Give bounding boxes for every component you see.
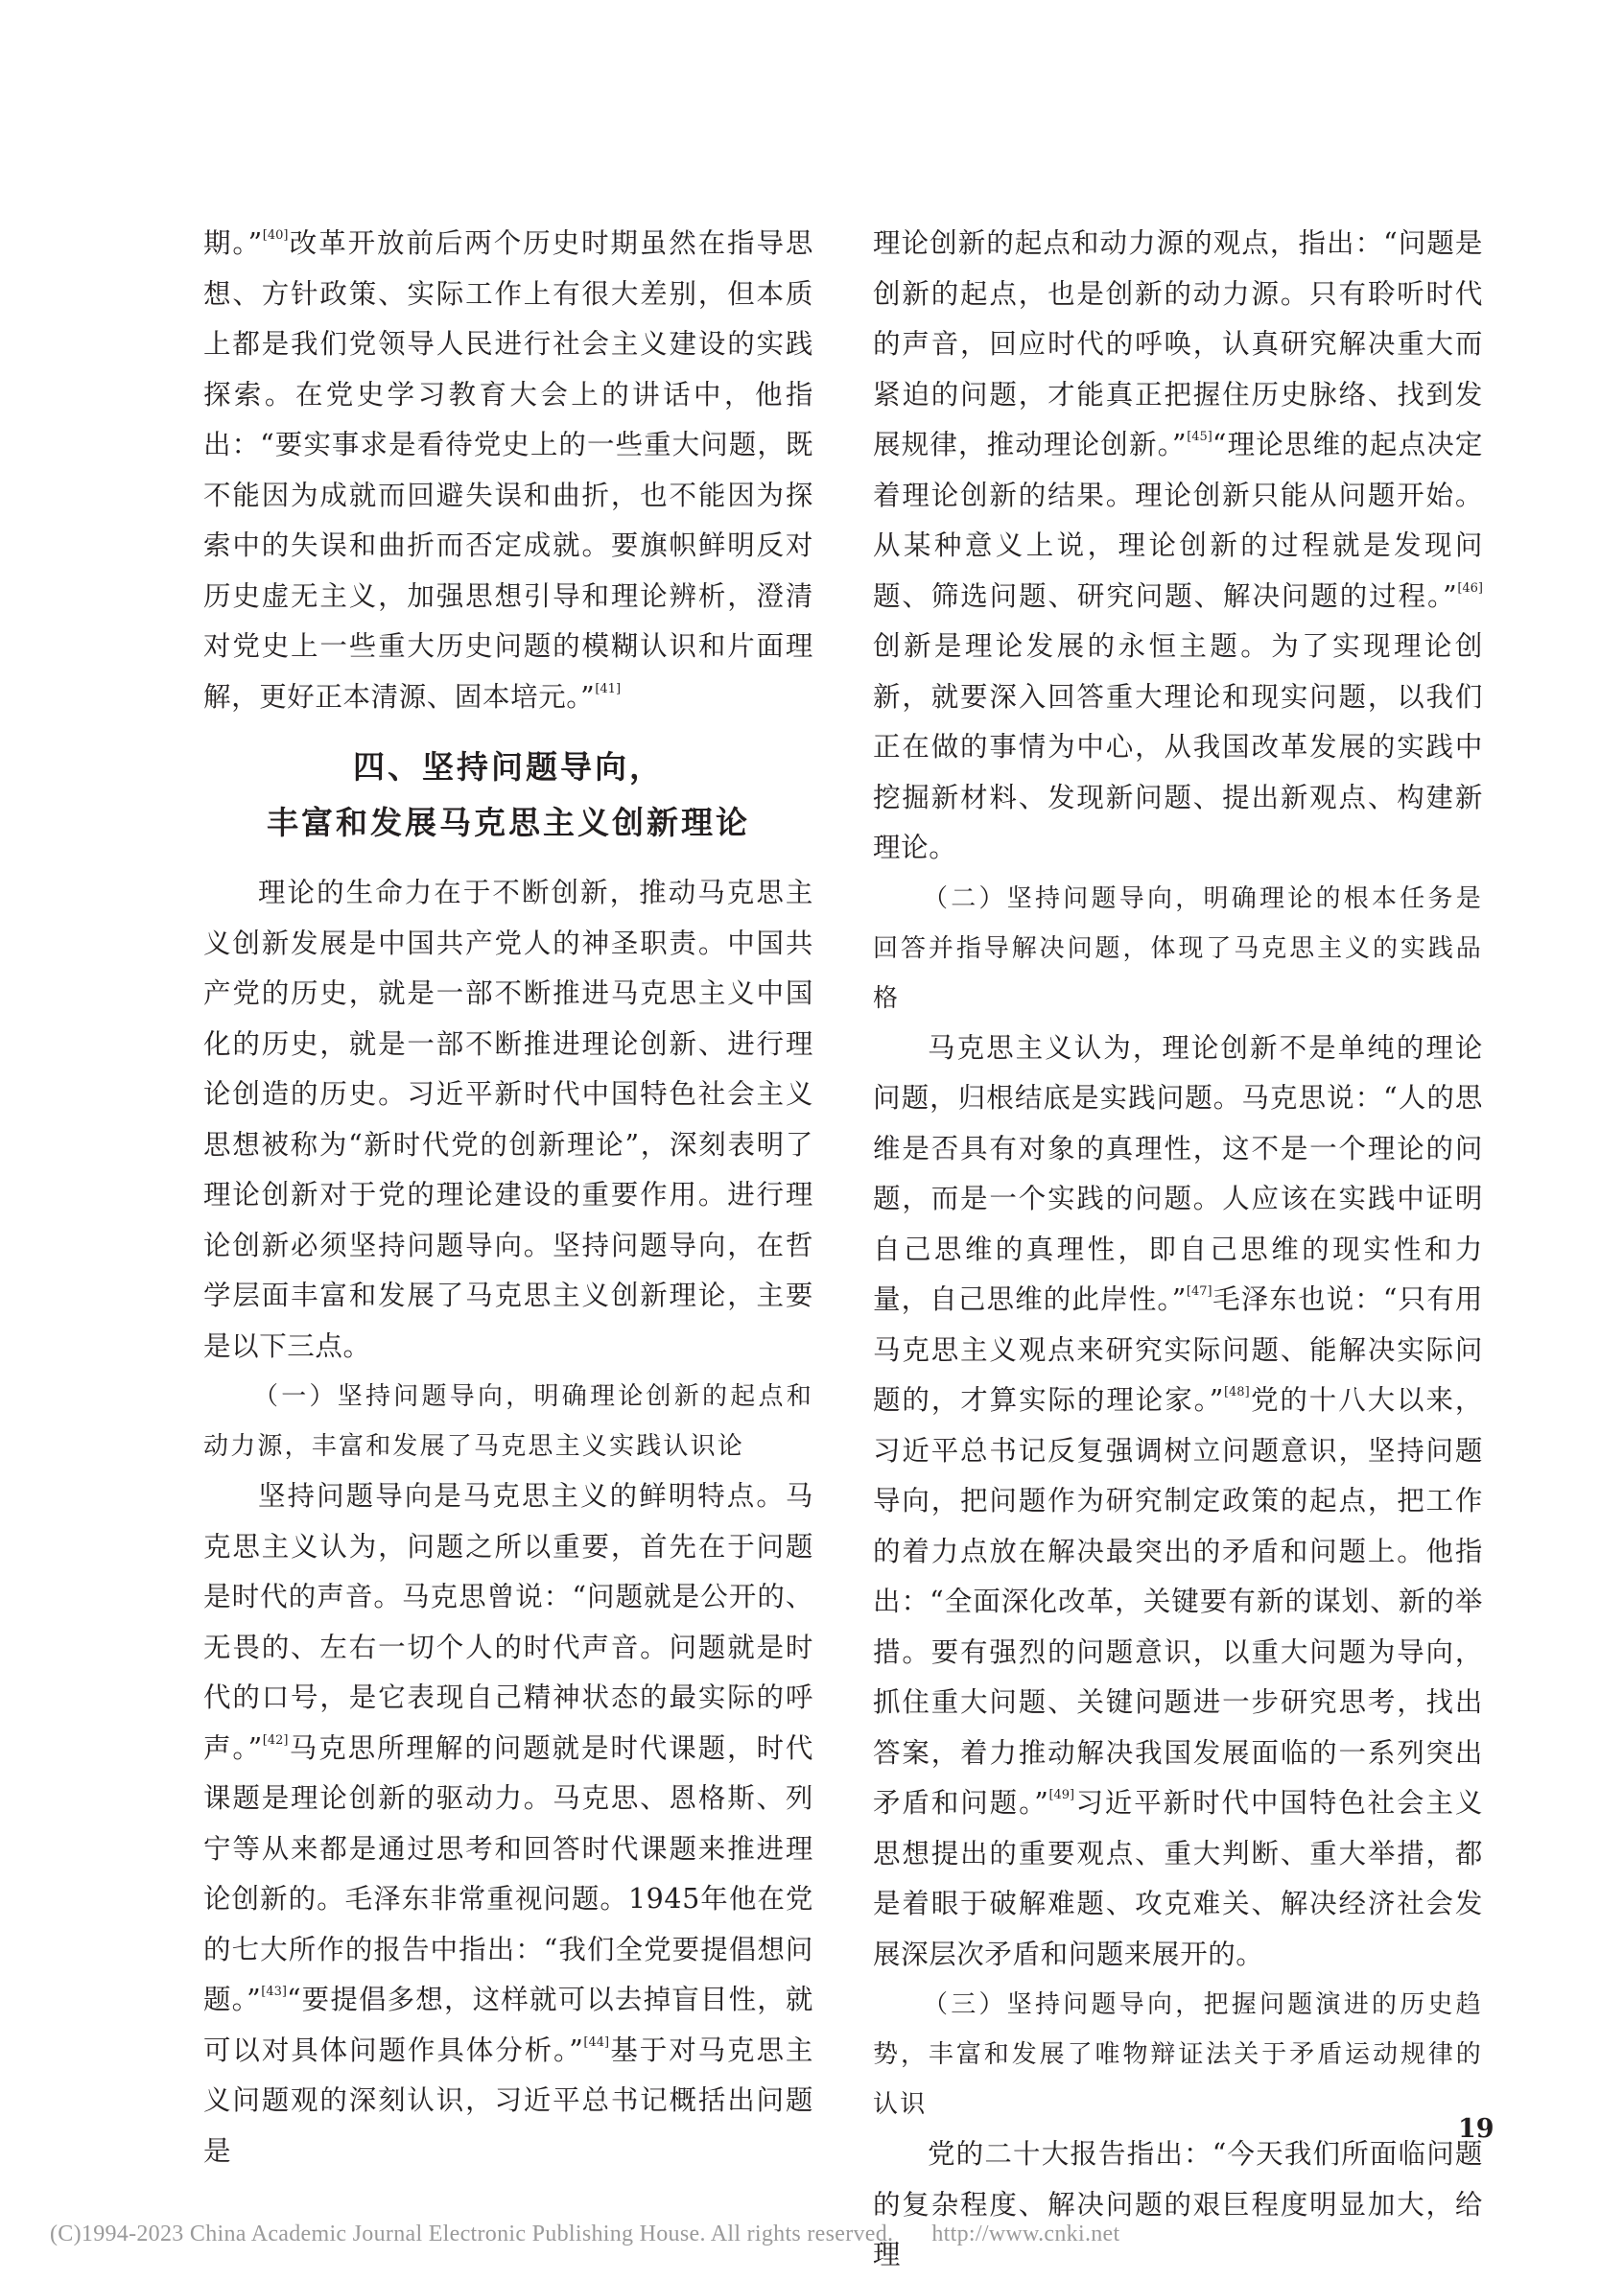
paragraph <box>873 219 1483 874</box>
subsection-heading: （一）坚持问题导向，明确理论创新的起点和动力源，丰富和发展了马克思主义实践认识论 <box>203 1382 813 1461</box>
copyright-footer <box>50 2222 1119 2247</box>
section-heading-line: 四、坚持问题导向， <box>353 748 664 786</box>
citation-ref: [48] <box>1223 1385 1250 1399</box>
paragraph <box>203 219 813 722</box>
page-number: 19 <box>1458 2114 1495 2144</box>
section-heading <box>203 740 813 851</box>
citation-ref: [49] <box>1048 1788 1075 1802</box>
text-run: 期。” <box>203 227 263 259</box>
citation-ref: [42] <box>262 1732 289 1748</box>
text-run: 改革开放前后两个历史时期虽然在指导思想、方针政策、实际工作上有很大差别，但本质上都是我们党领导人民进行社会主义建设的实践探索。在党史学习教育大会上的讲话中，他指出：“要实事求是看待党史上的一些重大问题，既不能因为成就而回避失误和曲折，也不能因为探索中的失误和曲折而否定成就。要旗帜鲜明反对历史虚无主义，加强思想引导和理论辨析，澄清对党史上一些重大历史问题的模糊认识和片面理解，更好正本清源、固本培元。” <box>203 227 813 713</box>
subsection-heading: （二）坚持问题导向，明确理论的根本任务是回答并指导解决问题，体现了马克思主义的实践品格 <box>873 883 1483 1013</box>
citation-ref: [47] <box>1186 1284 1212 1299</box>
citation-ref: [45] <box>1187 430 1212 444</box>
paragraph: 党的二十大报告指出：“今天我们所面临问题的复杂程度、解决问题的艰巨程度明显加大，给理 <box>873 2138 1483 2270</box>
citation-ref: [46] <box>1457 580 1483 596</box>
text-run: 党的十八大以来，习近平总书记反复强调树立问题意识，坚持问题导向，把问题作为研究制定政策的起点，把工作的着力点放在解决最突出的矛盾和问题上。他指出：“全面深化改革，关键要有新的谋划、新的举措。要有强烈的问题意识，以重大问题为导向，抓住重大问题、关键问题进一步研究思考，找出答案，着力推动解决我国发展面临的一系列突出矛盾和问题。” <box>873 1384 1483 1819</box>
copyright-text: (C)1994-2023 China Academic Journal Electronic Publishing House. All rights reserved. <box>50 2222 894 2246</box>
citation-ref: [40] <box>262 228 289 243</box>
paragraph <box>203 1471 813 2176</box>
text-run: 创新是理论发展的永恒主题。为了实现理论创新，就要深入回答重大理论和现实问题，以我们正在做的事情为中心，从我国改革发展的实践中挖掘新材料、发现新问题、提出新观点、构建新理论。 <box>873 630 1483 863</box>
text-run: “理论思维的起点决定着理论创新的结果。理论创新只能从问题开始。从某种意义上说，理论创新的过程就是发现问题、筛选问题、研究问题、解决问题的过程。” <box>873 429 1483 612</box>
right-column <box>873 219 1483 2281</box>
paragraph <box>873 1023 1483 1981</box>
text-run: 理论创新的起点和动力源的观点，指出：“问题是创新的起点，也是创新的动力源。只有聆听时代的声音，回应时代的呼唤，认真研究解决重大而紧迫的问题，才能真正把握住历史脉络、找到发展规律，推动理论创新。” <box>873 227 1483 460</box>
text-run: 马克思主义认为，理论创新不是单纯的理论问题，归根结底是实践问题。马克思说：“人的思维是否具有对象的真理性，这不是一个理论的问题，而是一个实践的问题。人应该在实践中证明自己思维的真理性，即自己思维的现实性和力量，自己思维的此岸性。” <box>873 1031 1483 1315</box>
citation-ref: [43] <box>261 1985 287 1999</box>
cnki-url: http://www.cnki.net <box>931 2222 1120 2246</box>
text-run: 基于对马克思主义问题观的深刻认识，习近平总书记概括出问题是 <box>203 2034 813 2167</box>
left-column <box>203 219 813 2176</box>
text-run: “要提倡多想，这样就可以去掉盲目性，就可以对具体问题作具体分析。” <box>203 1984 813 2066</box>
subsection-heading: （三）坚持问题导向，把握问题演进的历史趋势，丰富和发展了唯物辩证法关于矛盾运动规律的认识 <box>873 1990 1483 2119</box>
citation-ref: [44] <box>583 2034 610 2050</box>
text-run: 毛泽东也说：“只有用马克思主义观点来研究实际问题、能解决实际问题的，才算实际的理论家。” <box>873 1283 1483 1416</box>
section-heading-line: 丰富和发展马克思主义创新理论 <box>267 804 750 841</box>
text-run: 马克思所理解的问题就是时代课题，时代课题是理论创新的驱动力。马克思、恩格斯、列宁等从来都是通过思考和回答时代课题来推进理论创新的。毛泽东非常重视问题。1945年他在党的七大所作的报告中指出：“我们全党要提倡想问题。” <box>203 1731 813 2015</box>
text-run: 习近平新时代中国特色社会主义思想提出的重要观点、重大判断、重大举措，都是着眼于破解难题、攻克难关、解决经济社会发展深层次矛盾和问题来展开的。 <box>873 1787 1483 1970</box>
text-run: 坚持问题导向是马克思主义的鲜明特点。马克思主义认为，问题之所以重要，首先在于问题是时代的声音。马克思曾说：“问题就是公开的、无畏的、左右一切个人的时代声音。问题就是时代的口号，是它表现自己精神状态的最实际的呼声。” <box>203 1480 813 1764</box>
citation-ref: [41] <box>595 681 622 696</box>
paragraph: 理论的生命力在于不断创新，推动马克思主义创新发展是中国共产党人的神圣职责。中国共产党的历史，就是一部不断推进马克思主义中国化的历史，就是一部不断推进理论创新、进行理论创造的历史。习近平新时代中国特色社会主义思想被称为“新时代党的创新理论”，深刻表明了理论创新对于党的理论建设的重要作用。进行理论创新必须坚持问题导向。坚持问题导向，在哲学层面丰富和发展了马克思主义创新理论，主要是以下三点。 <box>203 877 813 1362</box>
